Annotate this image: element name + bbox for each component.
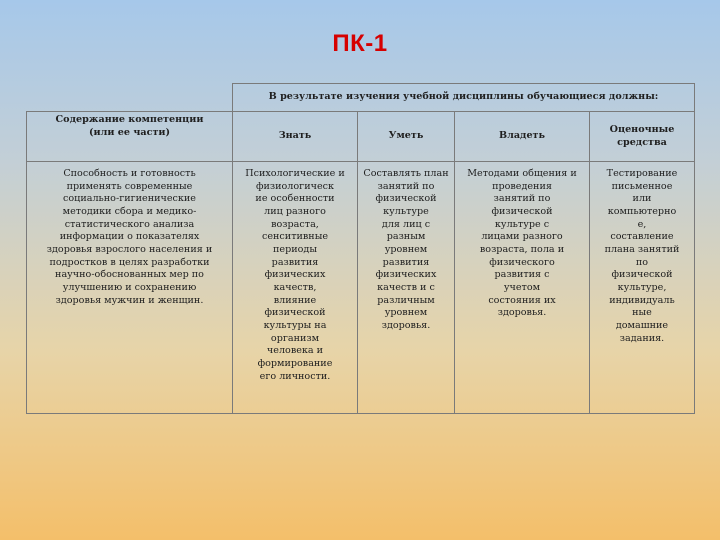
table-row [27,162,695,414]
assessment-header [590,112,695,162]
competence-content-header [27,112,233,162]
column-header-row [27,112,695,162]
blank-cell [27,84,233,112]
assessment-header-text: Оценочные средства [609,123,675,148]
competence-cell [27,162,233,414]
know-cell [233,162,358,414]
learning-outcomes-header: В результате изучения учебной дисциплины обучающиеся должны: [233,84,695,112]
competence-text: Способность и готовность применять современные социально-гигиенические методики сбора и медико- статистического анализа информации о показателях здоровья взрослого населения и подростков в целях разработки научно-обоснованных мер по улучшению и сохранению здоровья мужчин и женщин. [46,168,213,306]
competence-content-header-text: Содержание компетенции (или ее части) [55,114,204,138]
assessment-text: Тестирование письменное или компьютерно е, составление плана занятий по физической культуре, индивидуаль ные домашние задания. [604,168,680,344]
know-header: Знать [233,112,358,162]
own-header: Владеть [455,112,590,162]
can-cell [358,162,455,414]
own-cell [455,162,590,414]
can-text: Составлять план занятий по физической культуре для лиц с разным уровнем развития физических качеств и с различным уровнем здоровья. [363,168,449,331]
can-header: Уметь [358,112,455,162]
slide-title: ПК-1 [332,30,388,57]
know-text: Психологические и физиологическ ие особенности лиц разного возраста, сенситивные периоды развития физических качеств, влияние физической культуры на организм человека и формирование его личности. [245,168,345,382]
competence-table [26,83,695,414]
group-header-row [27,84,695,112]
assessment-cell [590,162,695,414]
own-text: Методами общения и проведения занятий по физической культуре с лицами разного возраста, пола и физического развития с учетом состояния их здоровья. [467,168,577,319]
